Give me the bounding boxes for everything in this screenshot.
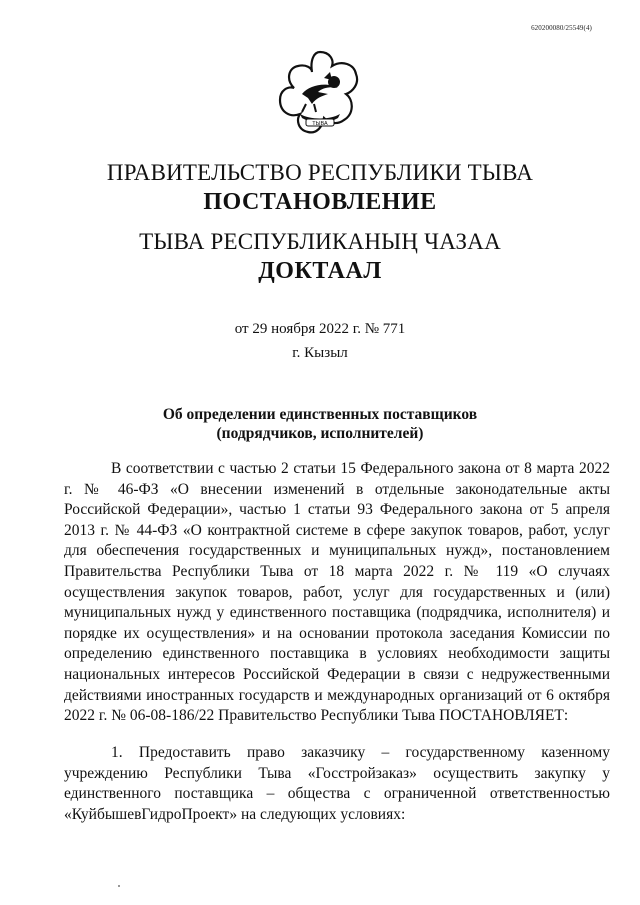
body-paragraph-item-1: 1. Предоставить право заказчику – государственному казенному учреждению Республики Тыва «Госстройзаказ» осуществить закупку у единственного поставщика – общества с ограниченной ответственностью «КуйбышевГидроПроект» на следующих условиях: (64, 744, 610, 823)
document-type-ru: ПОСТАНОВЛЕНИЕ (203, 189, 437, 215)
document-city: г. Кызыл (292, 345, 348, 361)
document-type-tyv: ДОКТААЛ (258, 258, 382, 284)
tyva-emblem-icon (272, 48, 368, 138)
emblem-text: ТЫВА (312, 121, 328, 127)
document-subject-line1: Об определении единственных поставщиков (162, 406, 478, 423)
document-subject-line2: (подрядчиков, исполнителей) (216, 425, 424, 442)
body-paragraph-preamble: В соответствии с частью 2 статьи 15 Федерального закона от 8 марта 2022 г. № 46-ФЗ «О внесении изменений в отдельные законодательные акты Российской Федерации», частью 1 статьи 93 Федерального закона от 5 апреля 2013 г. № 44-ФЗ «О контрактной системе в сфере закупок товаров, работ, услуг для обеспечения государственных и муниципальных нужд», постановлением Правительства Республики Тыва от 18 марта 2022 г. № 119 «О случаях осуществления закупок товаров, работ, услуг для государственных и (или) муниципальных нужд у единственного поставщика (подрядчика, исполнителя) и порядке их осуществления» и на основании протокола заседания Комиссии по определению единственного поставщика в условиях необходимости защиты национальных интересов Российской Федерации в связи с недружественными действиями иностранных государств и международных организаций от 6 октября 2022 г. № 06-08-186/22 Правительство Республики Тыва ПОСТАНОВЛЯЕТ: (64, 460, 610, 725)
document-date-number: от 29 ноября 2022 г. № 771 (234, 321, 406, 337)
document-code: 620200080/25549(4) (531, 24, 592, 32)
government-name-ru: ПРАВИТЕЛЬСТВО РЕСПУБЛИКИ ТЫВА (106, 160, 534, 185)
scan-speck (118, 885, 120, 887)
government-name-tyv: ТЫВА РЕСПУБЛИКАНЫҢ ЧАЗАА (139, 229, 501, 254)
